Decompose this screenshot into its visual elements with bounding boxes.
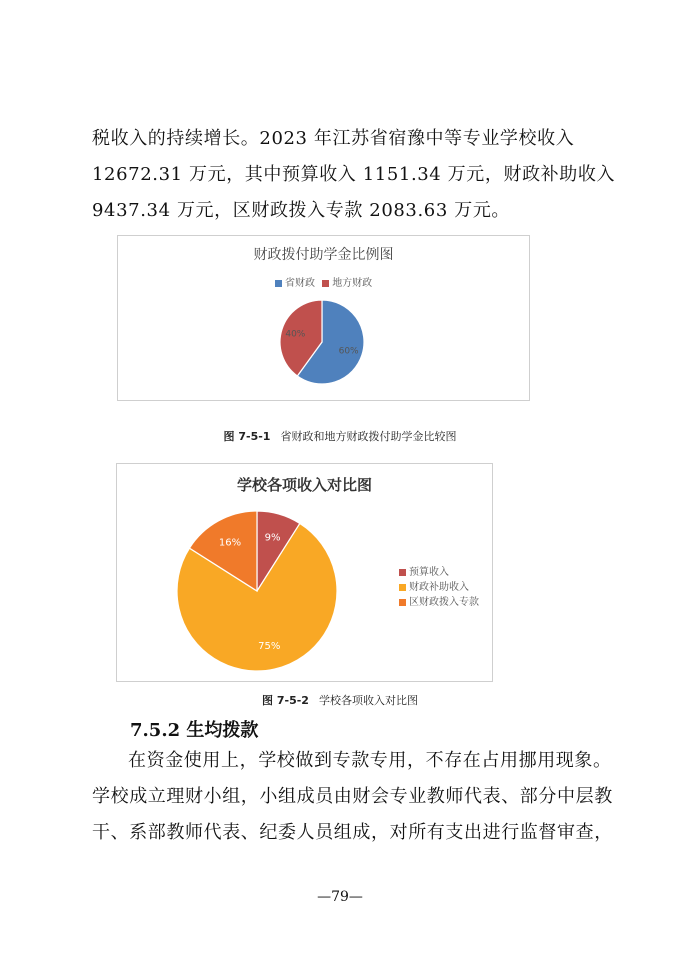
legend-label: 地方财政 — [332, 278, 373, 289]
caption-number: 图 7-5-2 — [262, 694, 309, 707]
caption-text: 学校各项收入对比图 — [318, 694, 418, 707]
caption-number: 图 7-5-1 — [223, 430, 271, 443]
figure-1-caption — [0, 428, 680, 444]
paragraph-line: 税收入的持续增长。2023 年江苏省宿豫中等专业学校收入 — [92, 128, 575, 149]
caption-text: 省财政和地方财政拨付助学金比较图 — [280, 430, 457, 443]
legend-label: 财政补助收入 — [409, 582, 469, 593]
paragraph-line: 9437.34 万元，区财政拨入专款 2083.63 万元。 — [92, 200, 511, 221]
paragraph-line: 学校成立理财小组，小组成员由财会专业教师代表、部分中层教 — [92, 786, 613, 807]
pie-value-label: 60% — [338, 346, 359, 357]
chart-2 — [116, 463, 493, 682]
pie-value-label: 40% — [285, 329, 306, 340]
pie-value-label: 75% — [258, 640, 281, 652]
section-heading: 7.5.2 生均拨款 — [130, 720, 259, 741]
chart-1 — [117, 235, 530, 401]
legend-label: 区财政拨入专款 — [409, 597, 479, 608]
paragraph-line: 在资金使用上，学校做到专款专用，不存在占用挪用现象。 — [128, 750, 612, 771]
pie-value-label: 16% — [218, 537, 242, 549]
chart-1-title: 财政拨付助学金比例图 — [253, 247, 394, 263]
page-number: —79— — [317, 889, 363, 905]
paragraph-line: 12672.31 万元，其中预算收入 1151.34 万元，财政补助收入 — [92, 164, 616, 185]
legend-label: 省财政 — [285, 278, 315, 289]
chart-2-plot — [117, 464, 492, 681]
figure-2-caption — [0, 692, 680, 708]
paragraph-line: 干、系部教师代表、纪委人员组成，对所有支出进行监督审查， — [92, 822, 613, 843]
pie-value-label: 9% — [264, 532, 281, 544]
chart-2-title: 学校各项收入对比图 — [236, 476, 372, 494]
chart-1-plot — [118, 236, 529, 400]
legend-label: 预算收入 — [409, 567, 449, 578]
